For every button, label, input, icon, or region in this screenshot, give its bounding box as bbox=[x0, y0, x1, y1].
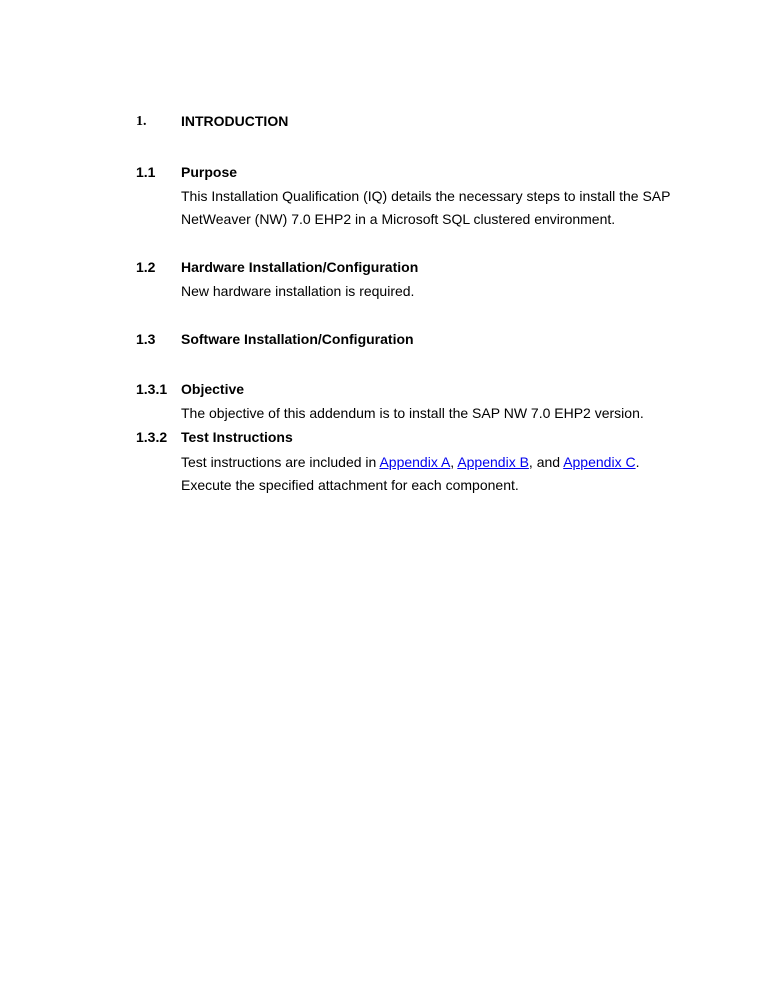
section-1-3-2-number: 1.3.2 bbox=[136, 429, 168, 445]
section-1-1-number: 1.1 bbox=[136, 164, 156, 180]
test-instructions-suffix: . bbox=[635, 454, 640, 470]
section-1-3-2-body-line2: Execute the specified attachment for each component. bbox=[181, 477, 519, 493]
section-1-number: 1. bbox=[136, 114, 147, 129]
section-1-3-2-title: Test Instructions bbox=[181, 429, 293, 445]
appendix-c-link[interactable]: Appendix C bbox=[563, 454, 636, 470]
section-1-3-1-title: Objective bbox=[181, 381, 245, 397]
appendix-a-link[interactable]: Appendix A bbox=[379, 454, 451, 470]
section-1-1-title: Purpose bbox=[181, 164, 238, 180]
section-1-title: INTRODUCTION bbox=[181, 113, 289, 129]
section-1-2-body: New hardware installation is required. bbox=[181, 283, 415, 299]
section-1-2-number: 1.2 bbox=[136, 259, 156, 275]
section-1-3-1-number: 1.3.1 bbox=[136, 381, 168, 397]
section-1-1-body-line2: NetWeaver (NW) 7.0 EHP2 in a Microsoft SQL clustered environment. bbox=[181, 211, 616, 227]
section-1-3-1-body: The objective of this addendum is to install the SAP NW 7.0 EHP2 version. bbox=[181, 405, 644, 421]
appendix-b-link[interactable]: Appendix B bbox=[457, 454, 529, 470]
section-1-1-body-line1: This Installation Qualification (IQ) details the necessary steps to install the SAP bbox=[181, 188, 671, 204]
section-1-3-number: 1.3 bbox=[136, 331, 156, 347]
test-instructions-prefix: Test instructions are included in bbox=[181, 454, 380, 470]
section-1-3-title: Software Installation/Configuration bbox=[181, 331, 414, 347]
separator-1: , bbox=[450, 454, 458, 470]
section-1-2-title: Hardware Installation/Configuration bbox=[181, 259, 419, 275]
separator-2: , and bbox=[528, 454, 564, 470]
section-1-3-2-body-line1 bbox=[181, 451, 639, 474]
